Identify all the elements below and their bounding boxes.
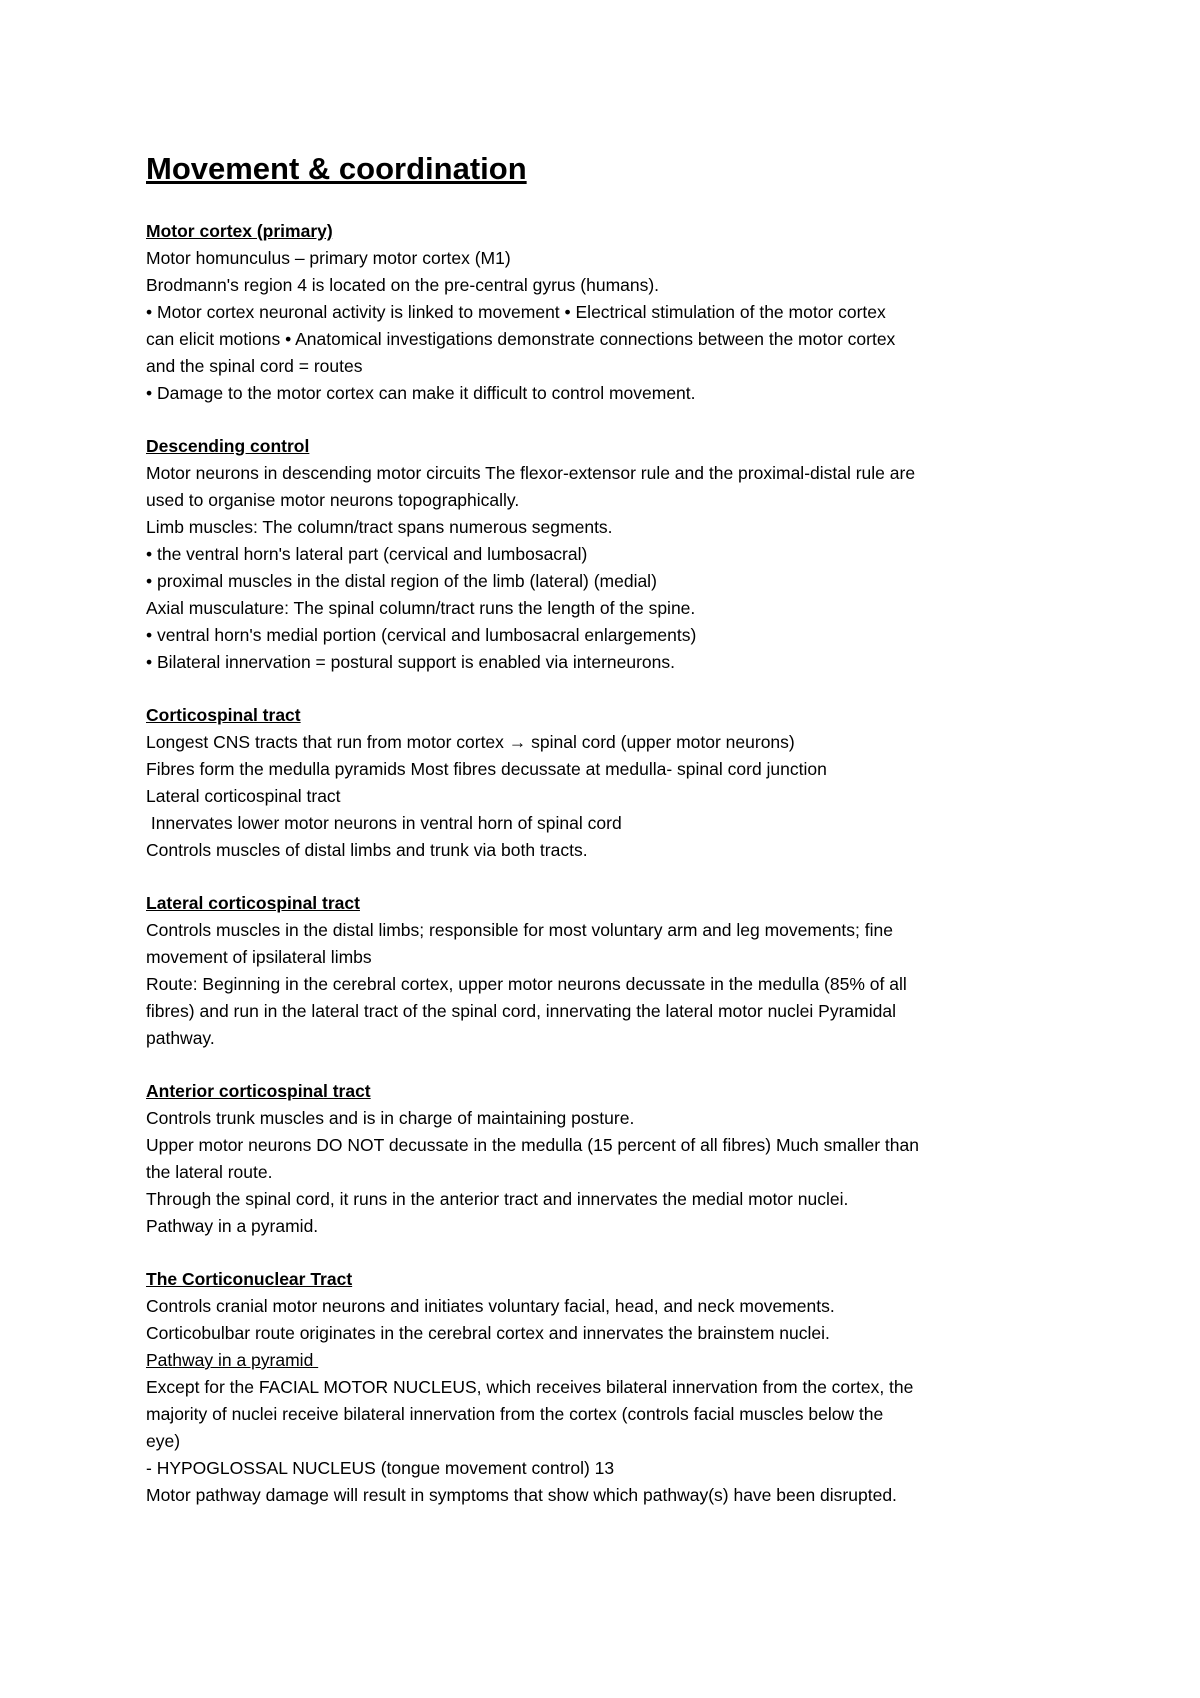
text-line: Motor pathway damage will result in symptoms that show which pathway(s) have been disrupted.: [146, 1485, 897, 1505]
text-line: Upper motor neurons DO NOT decussate in the medulla (15 percent of all fibres) Much smaller than: [146, 1135, 919, 1155]
section-anterior-corticospinal-tract: [146, 1078, 1076, 1240]
text-line: • ventral horn's medial portion (cervical and lumbosacral enlargements): [146, 625, 697, 645]
text-line: - HYPOGLOSSAL NUCLEUS (tongue movement control) 13: [146, 1458, 615, 1478]
section-heading: Corticospinal tract: [146, 705, 301, 725]
document-title: Movement & coordination: [146, 151, 527, 186]
text-line: • Motor cortex neuronal activity is linked to movement • Electrical stimulation of the motor cortex: [146, 302, 886, 322]
text-line: eye): [146, 1431, 181, 1451]
section-corticonuclear-tract: [146, 1266, 1076, 1509]
text-line: • Damage to the motor cortex can make it difficult to control movement.: [146, 383, 696, 403]
text-line: Pathway in a pyramid.: [146, 1216, 319, 1236]
text-line: Longest CNS tracts that run from motor cortex → spinal cord (upper motor neurons): [146, 732, 795, 752]
text-line: Axial musculature: The spinal column/tract runs the length of the spine.: [146, 598, 696, 618]
text-line: Controls cranial motor neurons and initiates voluntary facial, head, and neck movements.: [146, 1296, 835, 1316]
text-line: the lateral route.: [146, 1162, 273, 1182]
text-line: majority of nuclei receive bilateral innervation from the cortex (controls facial muscles below the: [146, 1404, 884, 1424]
text-line: Limb muscles: The column/tract spans numerous segments.: [146, 517, 613, 537]
text-line: Controls muscles in the distal limbs; responsible for most voluntary arm and leg movements; fine: [146, 920, 893, 940]
section-heading: Anterior corticospinal tract: [146, 1081, 371, 1101]
text-line: Through the spinal cord, it runs in the anterior tract and innervates the medial motor nuclei.: [146, 1189, 849, 1209]
text-line: and the spinal cord = routes: [146, 356, 363, 376]
text-line: Motor homunculus – primary motor cortex (M1): [146, 248, 511, 268]
text-line: Route: Beginning in the cerebral cortex, upper motor neurons decussate in the medulla (85% of all: [146, 974, 907, 994]
text-line: Fibres form the medulla pyramids Most fibres decussate at medulla- spinal cord junction: [146, 759, 827, 779]
section-heading: Motor cortex (primary): [146, 221, 333, 241]
text-line: movement of ipsilateral limbs: [146, 947, 372, 967]
section-heading: Lateral corticospinal tract: [146, 893, 360, 913]
text-line: • proximal muscles in the distal region of the limb (lateral) (medial): [146, 571, 657, 591]
text-line: Except for the FACIAL MOTOR NUCLEUS, which receives bilateral innervation from the cortex, the: [146, 1377, 914, 1397]
text-line: Controls trunk muscles and is in charge of maintaining posture.: [146, 1108, 635, 1128]
text-line: used to organise motor neurons topographically.: [146, 490, 520, 510]
section-motor-cortex: [146, 218, 1076, 407]
section-heading: The Corticonuclear Tract: [146, 1269, 353, 1289]
text-line: fibres) and run in the lateral tract of the spinal cord, innervating the lateral motor nuclei Pyramidal: [146, 1001, 896, 1021]
section-corticospinal-tract: [146, 702, 1076, 864]
text-line: • Bilateral innervation = postural support is enabled via interneurons.: [146, 652, 676, 672]
text-line: • the ventral horn's lateral part (cervical and lumbosacral): [146, 544, 588, 564]
text-line: pathway.: [146, 1028, 215, 1048]
text-line: Controls muscles of distal limbs and trunk via both tracts.: [146, 840, 588, 860]
section-heading: Descending control: [146, 436, 310, 456]
text-line: Corticobulbar route originates in the cerebral cortex and innervates the brainstem nuclei.: [146, 1323, 830, 1343]
section-descending-control: [146, 433, 1076, 676]
document-page: [146, 150, 1076, 1535]
text-line-underlined: Pathway in a pyramid: [146, 1350, 319, 1370]
text-line: Lateral corticospinal tract: [146, 786, 341, 806]
text-line: Motor neurons in descending motor circuits The flexor-extensor rule and the proximal-distal rule are: [146, 463, 916, 483]
text-line: Innervates lower motor neurons in ventral horn of spinal cord: [146, 813, 622, 833]
section-lateral-corticospinal-tract: [146, 890, 1076, 1052]
text-line: Brodmann's region 4 is located on the pre-central gyrus (humans).: [146, 275, 660, 295]
text-line: can elicit motions • Anatomical investigations demonstrate connections between the motor cortex: [146, 329, 896, 349]
